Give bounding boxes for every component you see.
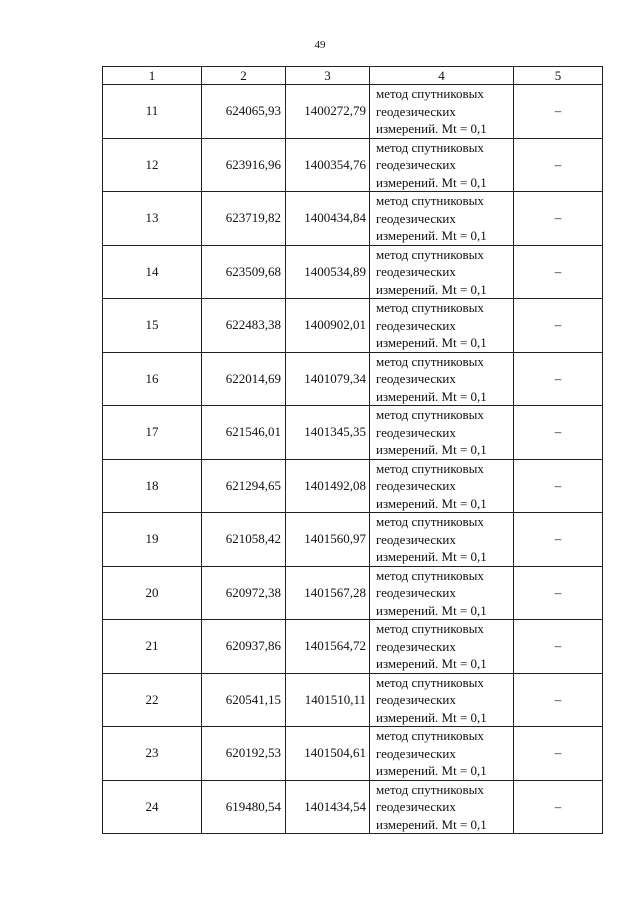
x-coordinate-cell: 623719,82	[202, 192, 286, 246]
x-coordinate-cell: 624065,93	[202, 85, 286, 139]
method-cell	[370, 352, 514, 406]
x-coordinate-cell: 620541,15	[202, 673, 286, 727]
method-line: измерений. Mt = 0,1	[376, 442, 487, 457]
note-cell: –	[514, 459, 603, 513]
note-cell: –	[514, 620, 603, 674]
table-row	[103, 352, 603, 406]
note-cell: –	[514, 299, 603, 353]
y-coordinate-cell: 1400272,79	[286, 85, 370, 139]
point-number-cell: 11	[103, 85, 202, 139]
table-row	[103, 245, 603, 299]
point-number-cell: 21	[103, 620, 202, 674]
method-line: измерений. Mt = 0,1	[376, 656, 487, 671]
point-number-cell: 12	[103, 138, 202, 192]
note-cell: –	[514, 566, 603, 620]
table-row	[103, 406, 603, 460]
y-coordinate-cell: 1401504,61	[286, 727, 370, 781]
x-coordinate-cell: 623509,68	[202, 245, 286, 299]
y-coordinate-cell: 1401345,35	[286, 406, 370, 460]
point-number-cell: 23	[103, 727, 202, 781]
method-cell	[370, 459, 514, 513]
x-coordinate-cell: 623916,96	[202, 138, 286, 192]
y-coordinate-cell: 1401564,72	[286, 620, 370, 674]
method-line: метод спутниковых	[376, 139, 484, 155]
column-header-4: 4	[370, 67, 514, 85]
note-cell: –	[514, 85, 603, 139]
point-number-cell: 22	[103, 673, 202, 727]
method-cell	[370, 727, 514, 781]
y-coordinate-cell: 1401567,28	[286, 566, 370, 620]
note-cell: –	[514, 673, 603, 727]
x-coordinate-cell: 620192,53	[202, 727, 286, 781]
method-line: метод спутниковых	[376, 514, 484, 529]
method-line: метод спутниковых	[376, 674, 484, 690]
y-coordinate-cell: 1400354,76	[286, 138, 370, 192]
table-row	[103, 192, 603, 246]
x-coordinate-cell: 620937,86	[202, 620, 286, 674]
point-number-cell: 20	[103, 566, 202, 620]
x-coordinate-cell: 622014,69	[202, 352, 286, 406]
table-row	[103, 727, 603, 781]
table-header-row	[103, 67, 603, 85]
table-row	[103, 85, 603, 139]
method-line: метод спутниковых	[376, 728, 484, 743]
method-line: метод спутниковых	[376, 86, 484, 101]
method-line: измерений. Mt = 0,1	[376, 495, 487, 511]
point-number-cell: 13	[103, 192, 202, 246]
x-coordinate-cell: 620972,38	[202, 566, 286, 620]
method-line: метод спутниковых	[376, 567, 484, 583]
method-line: измерений. Mt = 0,1	[376, 816, 487, 832]
method-line: геодезических	[376, 371, 456, 386]
method-line: геодезических	[376, 210, 456, 226]
note-cell: –	[514, 245, 603, 299]
method-line: геодезических	[376, 692, 456, 707]
x-coordinate-cell: 622483,38	[202, 299, 286, 353]
method-line: геодезических	[376, 103, 456, 119]
note-cell: –	[514, 406, 603, 460]
page-number: 49	[314, 39, 326, 51]
y-coordinate-cell: 1401492,08	[286, 459, 370, 513]
method-cell	[370, 245, 514, 299]
table-row	[103, 566, 603, 620]
method-line: геодезических	[376, 638, 456, 654]
coordinates-table	[102, 66, 603, 834]
y-coordinate-cell: 1401079,34	[286, 352, 370, 406]
method-line: измерений. Mt = 0,1	[376, 281, 487, 297]
table-row	[103, 299, 603, 353]
y-coordinate-cell: 1401560,97	[286, 513, 370, 567]
point-number-cell: 15	[103, 299, 202, 353]
method-line: метод спутниковых	[376, 407, 484, 422]
method-line: измерений. Mt = 0,1	[376, 602, 487, 618]
table-row	[103, 780, 603, 834]
method-line: метод спутниковых	[376, 460, 484, 476]
column-header-5: 5	[514, 67, 603, 85]
method-line: метод спутниковых	[376, 353, 484, 369]
point-number-cell: 24	[103, 780, 202, 834]
table-row	[103, 459, 603, 513]
y-coordinate-cell: 1400534,89	[286, 245, 370, 299]
method-cell	[370, 406, 514, 460]
note-cell: –	[514, 138, 603, 192]
y-coordinate-cell: 1401434,54	[286, 780, 370, 834]
table-row	[103, 620, 603, 674]
method-line: метод спутниковых	[376, 621, 484, 636]
note-cell: –	[514, 780, 603, 834]
method-line: геодезических	[376, 745, 456, 761]
table-row	[103, 673, 603, 727]
column-header-1: 1	[103, 67, 202, 85]
method-line: измерений. Mt = 0,1	[376, 388, 487, 404]
x-coordinate-cell: 619480,54	[202, 780, 286, 834]
method-line: геодезических	[376, 157, 456, 172]
method-line: измерений. Mt = 0,1	[376, 549, 487, 564]
table-row	[103, 513, 603, 567]
method-cell	[370, 780, 514, 834]
method-cell	[370, 566, 514, 620]
method-line: метод спутниковых	[376, 781, 484, 797]
method-line: измерений. Mt = 0,1	[376, 709, 487, 725]
method-cell	[370, 673, 514, 727]
x-coordinate-cell: 621546,01	[202, 406, 286, 460]
method-line: измерений. Mt = 0,1	[376, 228, 487, 243]
method-cell	[370, 85, 514, 139]
method-line: геодезических	[376, 478, 456, 493]
method-line: метод спутниковых	[376, 300, 484, 315]
method-line: измерений. Mt = 0,1	[376, 763, 487, 778]
method-cell	[370, 299, 514, 353]
method-line: метод спутниковых	[376, 193, 484, 208]
method-line: геодезических	[376, 264, 456, 279]
method-cell	[370, 192, 514, 246]
x-coordinate-cell: 621058,42	[202, 513, 286, 567]
y-coordinate-cell: 1401510,11	[286, 673, 370, 727]
method-line: геодезических	[376, 317, 456, 333]
point-number-cell: 16	[103, 352, 202, 406]
method-line: геодезических	[376, 585, 456, 600]
method-line: геодезических	[376, 531, 456, 547]
table-row	[103, 138, 603, 192]
point-number-cell: 17	[103, 406, 202, 460]
note-cell: –	[514, 192, 603, 246]
y-coordinate-cell: 1400434,84	[286, 192, 370, 246]
method-cell	[370, 620, 514, 674]
column-header-3: 3	[286, 67, 370, 85]
method-line: измерений. Mt = 0,1	[376, 121, 487, 136]
point-number-cell: 18	[103, 459, 202, 513]
method-line: измерений. Mt = 0,1	[376, 335, 487, 350]
note-cell: –	[514, 352, 603, 406]
method-cell	[370, 513, 514, 567]
method-line: геодезических	[376, 424, 456, 440]
point-number-cell: 14	[103, 245, 202, 299]
note-cell: –	[514, 513, 603, 567]
method-cell	[370, 138, 514, 192]
method-line: метод спутниковых	[376, 246, 484, 262]
x-coordinate-cell: 621294,65	[202, 459, 286, 513]
column-header-2: 2	[202, 67, 286, 85]
point-number-cell: 19	[103, 513, 202, 567]
method-line: геодезических	[376, 799, 456, 814]
note-cell: –	[514, 727, 603, 781]
y-coordinate-cell: 1400902,01	[286, 299, 370, 353]
method-line: измерений. Mt = 0,1	[376, 174, 487, 190]
